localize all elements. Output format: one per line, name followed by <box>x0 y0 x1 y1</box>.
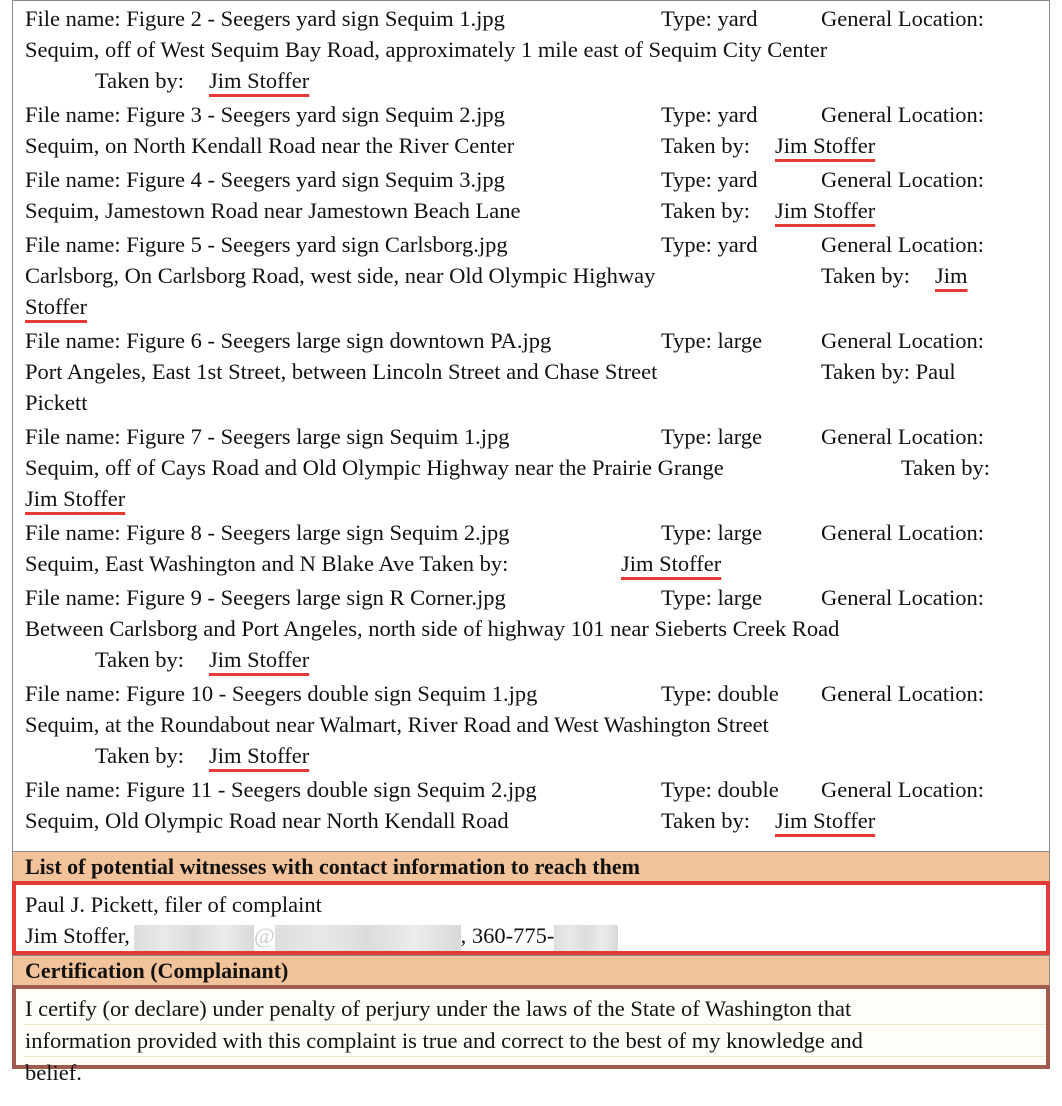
figure-entry <box>13 517 1049 579</box>
photographer-name: Jim Stoffer <box>209 743 310 768</box>
entry-text: General Location: <box>821 328 985 353</box>
witnesses-box <box>12 881 1050 955</box>
entry-text: General Location: <box>821 424 985 449</box>
entry-line <box>13 291 1049 322</box>
entry-text: File name: Figure 3 - Seegers yard sign Sequim 2.jpg <box>25 102 505 127</box>
entry-line <box>13 774 1049 805</box>
entry-text: General Location: <box>821 585 985 610</box>
entry-text: File name: Figure 9 - Seegers large sign R Corner.jpg <box>25 585 506 610</box>
entry-text: General Location: <box>821 232 985 257</box>
entry-line <box>13 678 1049 709</box>
entry-line <box>13 613 1049 644</box>
entry-text: Sequim, at the Roundabout near Walmart, River Road and West Washington Street <box>25 712 769 737</box>
entry-text: Sequim, on North Kendall Road near the River Center <box>25 133 515 158</box>
cert-line: belief. <box>25 1060 82 1085</box>
entry-text: Type: yard <box>661 6 758 31</box>
entry-text: General Location: <box>821 6 985 31</box>
entry-line <box>13 260 1049 291</box>
entry-text: Type: yard <box>661 102 758 127</box>
entry-text: Type: large <box>661 328 763 353</box>
entry-line <box>13 325 1049 356</box>
entry-line <box>13 3 1049 34</box>
entry-line <box>13 582 1049 613</box>
photographer-name: Jim Stoffer <box>775 808 876 833</box>
entry-line <box>13 805 1049 836</box>
entry-text: Type: double <box>661 777 779 802</box>
entry-text: Taken by: <box>95 743 185 768</box>
figure-entry <box>13 421 1049 514</box>
entry-text: Taken by: <box>661 808 751 833</box>
entry-text: Sequim, off of West Sequim Bay Road, approximately 1 mile east of Sequim City Center <box>25 37 828 62</box>
redacted-email-domain <box>275 925 461 951</box>
figure-entry <box>13 678 1049 771</box>
figure-entry <box>13 774 1049 836</box>
photographer-name: Jim <box>935 263 968 288</box>
entry-text: Pickett <box>25 390 88 415</box>
photographer-name: Jim Stoffer <box>775 133 876 158</box>
entry-text: Sequim, Old Olympic Road near North Kendall Road <box>25 808 509 833</box>
entry-text: Taken by: <box>821 263 911 288</box>
entry-text: Taken by: <box>95 68 185 93</box>
entry-text: File name: Figure 2 - Seegers yard sign Sequim 1.jpg <box>25 6 505 31</box>
entry-line <box>13 99 1049 130</box>
figure-entry <box>13 3 1049 96</box>
entry-text: Type: yard <box>661 232 758 257</box>
entry-line <box>13 740 1049 771</box>
entry-line <box>13 356 1049 387</box>
entry-line <box>13 452 1049 483</box>
witnesses-header: List of potential witnesses with contact information to reach them <box>12 851 1050 881</box>
entry-line <box>13 195 1049 226</box>
cert-line: I certify (or declare) under penalty of perjury under the laws of the State of Washington that <box>25 993 1046 1025</box>
entry-text: Taken by: <box>901 455 991 480</box>
figure-list <box>12 0 1050 851</box>
entry-line <box>13 130 1049 161</box>
entry-text: General Location: <box>821 167 985 192</box>
entry-text: General Location: <box>821 777 985 802</box>
entry-text: File name: Figure 10 - Seegers double sign Sequim 1.jpg <box>25 681 538 706</box>
photographer-name: Jim Stoffer <box>775 198 876 223</box>
entry-line <box>13 644 1049 675</box>
photographer-name: Stoffer <box>25 294 88 319</box>
photographer-name: Jim Stoffer <box>209 647 310 672</box>
entry-text: File name: Figure 4 - Seegers yard sign Sequim 3.jpg <box>25 167 505 192</box>
entry-text: File name: Figure 8 - Seegers large sign Sequim 2.jpg <box>25 520 510 545</box>
redacted-phone <box>554 925 618 951</box>
entry-line <box>13 517 1049 548</box>
entry-line <box>13 483 1049 514</box>
entry-text: Taken by: <box>661 133 751 158</box>
figure-entry <box>13 582 1049 675</box>
entry-text: Type: double <box>661 681 779 706</box>
document-page <box>12 0 1050 1096</box>
witness-2-phone: , 360-775- <box>460 923 555 948</box>
entry-text: Type: yard <box>661 167 758 192</box>
figure-entry <box>13 229 1049 322</box>
entry-line <box>13 65 1049 96</box>
entry-text: File name: Figure 7 - Seegers large sign Sequim 1.jpg <box>25 424 510 449</box>
entry-text: Taken by: <box>661 198 751 223</box>
entry-line <box>13 387 1049 418</box>
entry-text: Type: large <box>661 424 763 449</box>
entry-text: File name: Figure 5 - Seegers yard sign Carlsborg.jpg <box>25 232 508 257</box>
entry-text: Type: large <box>661 520 763 545</box>
entry-line <box>13 548 1049 579</box>
entry-text: Sequim, off of Cays Road and Old Olympic Highway near the Prairie Grange <box>25 455 724 480</box>
entry-line <box>13 164 1049 195</box>
entry-line <box>13 421 1049 452</box>
photographer-name: Jim Stoffer <box>25 486 126 511</box>
certification-header: Certification (Complainant) <box>12 955 1050 985</box>
figure-entry <box>13 164 1049 226</box>
entry-text: General Location: <box>821 102 985 127</box>
entry-line <box>13 34 1049 65</box>
certification-box <box>12 985 1050 1085</box>
entry-text: File name: Figure 11 - Seegers double sign Sequim 2.jpg <box>25 777 537 802</box>
cert-line: information provided with this complaint is true and correct to the best of my knowledge and <box>25 1025 1046 1057</box>
entry-text: Between Carlsborg and Port Angeles, north side of highway 101 near Sieberts Creek Road <box>25 616 840 641</box>
entry-text: Sequim, East Washington and N Blake Ave Taken by: <box>25 551 509 576</box>
entry-text: Carlsborg, On Carlsborg Road, west side, near Old Olympic Highway <box>25 263 656 288</box>
entry-text: Type: large <box>661 585 763 610</box>
entry-text: Taken by: Paul <box>821 359 956 384</box>
redacted-email-user <box>134 925 254 951</box>
witness-2 <box>25 920 1046 951</box>
entry-text: Taken by: <box>95 647 185 672</box>
figure-entry <box>13 325 1049 418</box>
entry-text: File name: Figure 6 - Seegers large sign downtown PA.jpg <box>25 328 552 353</box>
entry-text: General Location: <box>821 681 985 706</box>
entry-line <box>13 709 1049 740</box>
witness-2-at: @ <box>253 923 275 948</box>
entry-line <box>13 229 1049 260</box>
witness-1: Paul J. Pickett, filer of complaint <box>25 892 322 917</box>
witness-2-name: Jim Stoffer, <box>25 923 130 948</box>
entry-text: Port Angeles, East 1st Street, between Lincoln Street and Chase Street <box>25 359 658 384</box>
photographer-name: Jim Stoffer <box>209 68 310 93</box>
entry-text: General Location: <box>821 520 985 545</box>
figure-entry <box>13 99 1049 161</box>
entry-text: Sequim, Jamestown Road near Jamestown Beach Lane <box>25 198 521 223</box>
photographer-name: Jim Stoffer <box>621 551 722 576</box>
